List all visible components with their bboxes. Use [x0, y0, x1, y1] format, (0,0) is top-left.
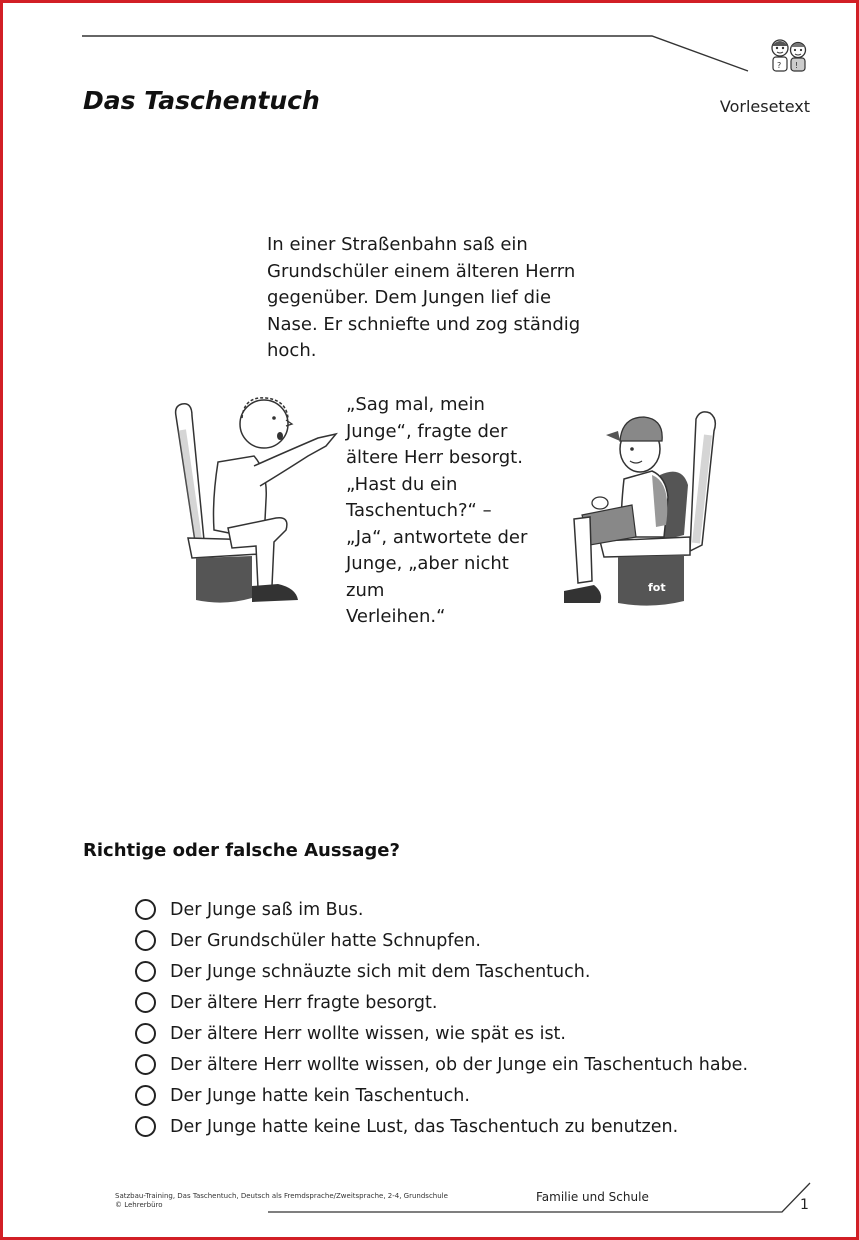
text-type-label: Vorlesetext	[719, 97, 810, 116]
svg-text:!: !	[795, 61, 799, 70]
story-line: Grundschüler einem älteren Herrn	[267, 260, 576, 282]
story-line: gegenüber. Dem Jungen lief die	[267, 287, 552, 308]
statement-text: Der ältere Herr wollte wissen, wie spät es ist.	[170, 1023, 566, 1044]
dialog-line: Junge, „aber nicht	[346, 553, 509, 574]
svg-text:?: ?	[777, 61, 782, 70]
page-title: Das Taschentuch	[83, 86, 320, 115]
dialog-line: Junge“, fragte der	[346, 420, 508, 442]
svg-text:fot: fot	[648, 581, 666, 594]
statement-text: Der Junge hatte kein Taschentuch.	[170, 1085, 470, 1106]
dialog-line: Taschentuch?“ –	[346, 500, 492, 521]
footer-copyright: © Lehrerbüro	[115, 1201, 163, 1209]
dialog-line: „Sag mal, mein	[346, 394, 485, 415]
dialog-line: „Hast du ein	[346, 473, 458, 495]
story-line: In einer Straßenbahn saß ein	[267, 234, 528, 255]
story-line: hoch.	[267, 340, 317, 361]
statement-text: Der ältere Herr wollte wissen, ob der Junge ein Taschentuch habe.	[170, 1054, 749, 1075]
footer-section: Familie und Schule	[536, 1190, 649, 1204]
page-number: 1	[800, 1197, 809, 1213]
dialog-line: zum	[346, 579, 385, 601]
dialog-line: „Ja“, antwortete der	[346, 526, 528, 548]
dialog-line: ältere Herr besorgt.	[346, 447, 523, 468]
footer-source	[115, 1192, 448, 1210]
statement-text: Der Junge saß im Bus.	[170, 899, 364, 920]
statement-text: Der Junge schnäuzte sich mit dem Taschentuch.	[170, 961, 591, 982]
exercise-question: Richtige oder falsche Aussage?	[83, 840, 400, 861]
footer-source-line: Satzbau-Training, Das Taschentuch, Deutsch als Fremdsprache/Zweitsprache, 2-4, Grundschule	[115, 1192, 448, 1200]
dialog-line: Verleihen.“	[346, 606, 446, 627]
statement-text: Der ältere Herr fragte besorgt.	[170, 992, 438, 1013]
statement-text: Der Junge hatte keine Lust, das Taschentuch zu benutzen.	[170, 1116, 679, 1137]
statement-text: Der Grundschüler hatte Schnupfen.	[170, 930, 481, 951]
story-line: Nase. Er schniefte und zog ständig	[267, 313, 581, 335]
